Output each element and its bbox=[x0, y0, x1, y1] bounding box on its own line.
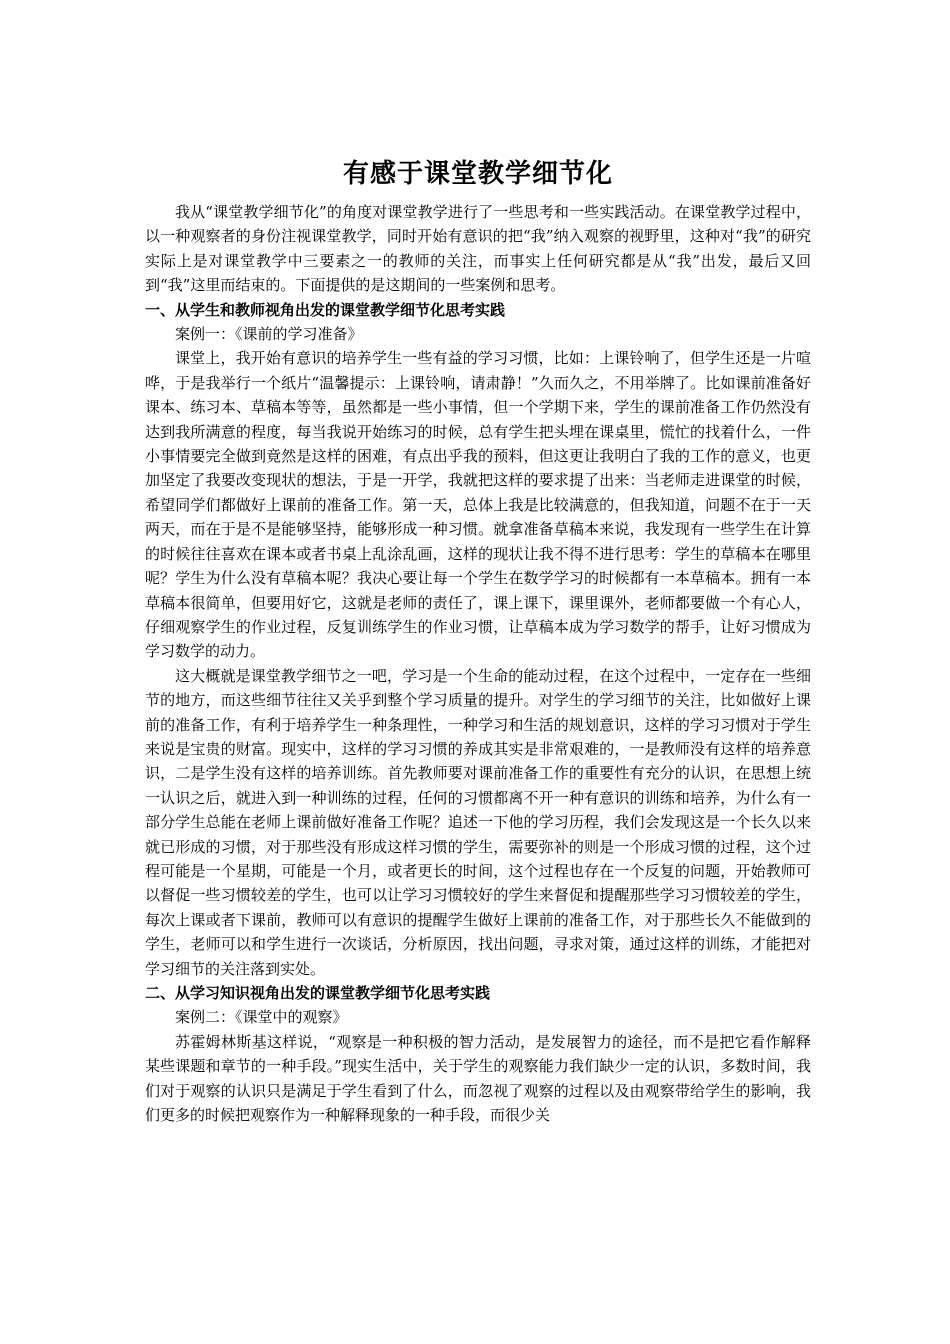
section-1-heading: 一、从学生和教师视角出发的课堂教学细节化思考实践 bbox=[145, 300, 506, 319]
section-2-case-label: 案例二：《课堂中的观察》 bbox=[175, 1008, 348, 1027]
section-2-heading: 二、从学习知识视角出发的课堂教学细节化思考实践 bbox=[145, 984, 491, 1002]
section-1-case-label: 案例一：《课前的学习准备》 bbox=[175, 325, 363, 344]
document-page bbox=[145, 156, 811, 1127]
intro-paragraph: 我从“课堂教学细节化”的角度对课堂教学进行了一些思考和一些实践活动。在课堂教学过程中，以一种观察者的身份注视课堂教学，同时开始有意识的把“我”纳入观察的视野里，这种对“我”的研究实际上是对课堂教学中三要素之一的教师的关注，而事实上任何研究都是从“我”出发，最后又回到“我”这里而结束的。下面提供的是这期间的一些案例和思考。 bbox=[145, 203, 811, 295]
document-title: 有感于课堂教学细节化 bbox=[342, 159, 613, 189]
section-1-paragraph-1: 课堂上，我开始有意识的培养学生一些有益的学习习惯，比如：上课铃响了，但学生还是一片喧哗，于是我举行一个纸片“温馨提示：上课铃响，请肃静！”久而久之，不用举牌了。比如课前准备好课本、练习本、草稿本等等，虽然都是一些小事情，但一个学期下来，学生的课前准备工作仍然没有达到我所满意的程度，每当我说开始练习的时候，总有学生把头埋在课桌里，慌忙的找着什么，一件小事情要完全做到竟然是这样的困难，有点出乎我的预料，但这更让我明白了我的工作的意义，也更加坚定了我要改变现状的想法，于是一开学，我就把这样的要求提了出来：当老师走进课堂的时候，希望同学们都做好上课前的准备工作。第一天，总体上我是比较满意的，但我知道，问题不在于一天两天，而在于是不是能够坚持，能够形成一种习惯。就拿准备草稿本来说，我发现有一些学生在计算的时候往往喜欢在课本或者书桌上乱涂乱画，这样的现状让我不得不进行思考：学生的草稿本在哪里呢？学生为什么没有草稿本呢？我决心要让每一个学生在数学学习的时候都有一本草稿本。拥有一本草稿本很简单，但要用好它，这就是老师的责任了，课上课下，课里课外，老师都要做一个有心人，仔细观察学生的作业过程，反复训练学生的作业习惯，让草稿本成为学习数学的帮手，让好习惯成为学习数学的动力。 bbox=[145, 349, 811, 661]
section-2-paragraph-1: 苏霍姆林斯基这样说，“观察是一种积极的智力活动，是发展智力的途径，而不是把它看作解释某些课题和章节的一种手段。”现实生活中，关于学生的观察能力我们缺少一定的认识，多数时间，我们对于观察的认识只是满足于学生看到了什么，而忽视了观察的过程以及由观察带给学生的影响，我们更多的时候把观察作为一种解释现象的一种手段，而很少关 bbox=[145, 1032, 811, 1125]
section-1-paragraph-2: 这大概就是课堂教学细节之一吧，学习是一个生命的能动过程，在这个过程中，一定存在一些细节的地方，而这些细节往往又关乎到整个学习质量的提升。对学生的学习细节的关注，比如做好上课前的准备工作，有利于培养学生一种条理性，一种学习和生活的规划意识，这样的学习习惯对于学生来说是宝贵的财富。现实中，这样的学习习惯的养成其实是非常艰难的，一是教师没有这样的培养意识，二是学生没有这样的培养训练。首先教师要对课前准备工作的重要性有充分的认识，在思想上统一认识之后，就进入到一种训练的过程，任何的习惯都离不开一种有意识的训练和培养，为什么有一部分学生总能在老师上课前做好准备工作呢？追述一下他的学习历程，我们会发现这是一个长久以来就已形成的习惯，对于那些没有形成这样习惯的学生，需要弥补的则是一个形成习惯的过程，这个过程可能是一个星期，可能是一个月，或者更长的时间，这个过程也存在一个反复的问题，开始教师可以督促一些习惯较差的学生，也可以让学习习惯较好的学生来督促和提醒那些学习习惯较差的学生，每次上课或者下课前，教师可以有意识的提醒学生做好上课前的准备工作，对于那些长久不能做到的学生，老师可以和学生进行一次谈话，分析原因，找出问题，寻求对策，通过这样的训练，才能把对学习细节的关注落到实处。 bbox=[145, 666, 811, 978]
